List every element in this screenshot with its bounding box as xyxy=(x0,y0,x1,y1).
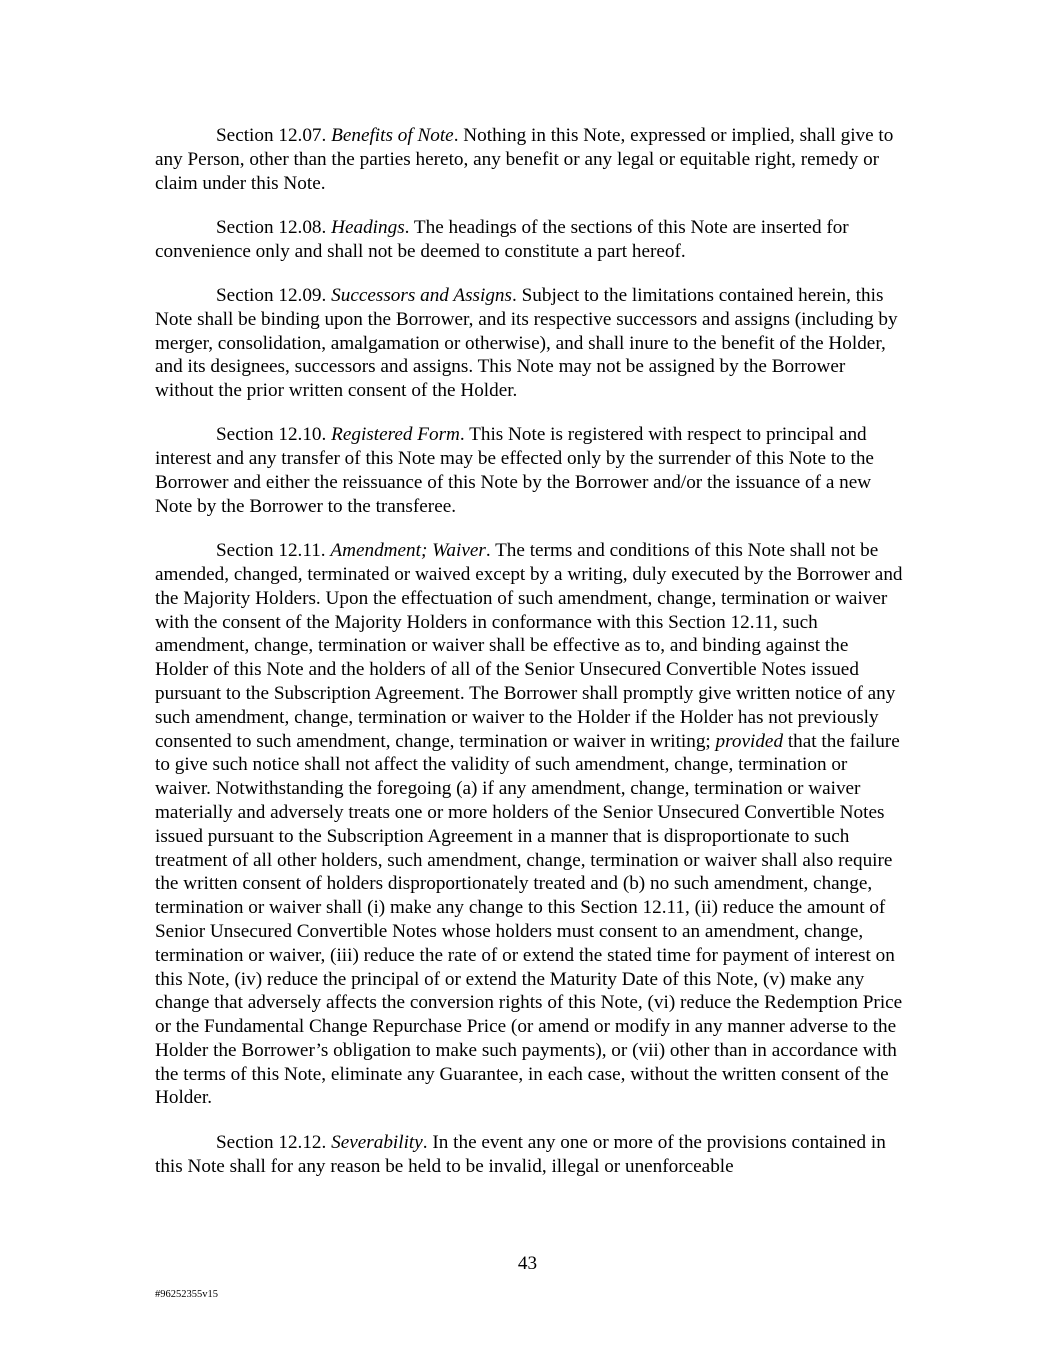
section-text: . The terms and conditions of this Note shall not be amended, changed, terminated or waived except by a writing, duly executed by the Borrower and the Majority Holders. Upon the effectuation of such amendment, change, termination or waiver with the consent of the Majority Holders in conformance with this Section 12.11, such amendment, change, termination or waiver shall be effective as to, and binding against the Holder of this Note and the holders of all of the Senior Unsecured Convertible Notes issued pursuant to the Subscription Agreement. The Borrower shall promptly give written notice of any such amendment, change, termination or waiver to the Holder if the Holder has not previously consented to such amendment, change, termination or waiver in writing; xyxy=(155,540,903,752)
section-number: Section 12.07. xyxy=(216,125,332,146)
section-12-08-paragraph xyxy=(155,216,903,264)
section-heading: Headings xyxy=(331,216,405,238)
section-number: Section 12.11. xyxy=(216,540,331,562)
section-number: Section 12.09. xyxy=(216,284,332,306)
section-number: Section 12.10. xyxy=(216,424,332,446)
document-body xyxy=(155,124,903,1199)
section-text-continued: that the failure to give such notice shall not affect the validity of such amendment, change, termination or waiver. Notwithstanding the foregoing (a) if any amendment, change, termination or waiver materially and adversely treats one or more holders of the Senior Unsecured Convertible Notes issued pursuant to the Subscription Agreement in a manner that is disproportionate to such treatment of all other holders, such amendment, change, termination or waiver shall also require the written consent of holders disproportionately treated and (b) no such amendment, change, termination or waiver shall (i) make any change to this Section 12.11, (ii) reduce the amount of Senior Unsecured Convertible Notes whose holders must consent to an amendment, change, termination or waiver, (iii) reduce the rate of or extend the stated time for payment of interest on this Note, (iv) reduce the principal of or extend the Maturity Date of this Note, (v) make any change that adversely affects the conversion rights of this Note, (vi) reduce the Redemption Price or the Fundamental Change Repurchase Price (or amend or modify in any manner adverse to the Holder the Borrower’s obligation to make such payments), or (vii) other than in accordance with the terms of this Note, eliminate any Guarantee, in each case, without the written consent of the Holder. xyxy=(155,730,903,1109)
section-12-10-paragraph xyxy=(155,423,903,518)
section-heading: Registered Form xyxy=(331,424,460,446)
section-text: . In the event any one or more of the provisions contained in this Note shall for any reason be held to be invalid, illegal or unenforceable xyxy=(155,1131,886,1177)
page-number: 43 xyxy=(517,1253,538,1274)
section-number: Section 12.12. xyxy=(216,1131,332,1153)
section-12-11-paragraph xyxy=(155,539,903,1110)
section-12-09-paragraph xyxy=(155,284,903,403)
section-heading: Severability xyxy=(331,1131,423,1153)
section-heading: Successors and Assigns xyxy=(331,284,512,306)
section-text: . Subject to the limitations contained herein, this Note shall be binding upon the Borrower, and its respective successors and assigns (including by merger, consolidation, amalgamation or otherwise), and shall inure to the benefit of the Holder, and its designees, successors and assigns. This Note may not be assigned by the Borrower without the prior written consent of the Holder. xyxy=(155,284,898,402)
italic-term: provided xyxy=(715,730,784,752)
section-heading: Benefits of Note xyxy=(331,125,454,146)
section-12-07-paragraph xyxy=(155,124,903,195)
section-text: . This Note is registered with respect to principal and interest and any transfer of this Note may be effected only by the surrender of this Note to the Borrower and either the reissuance of this Note by the Borrower and/or the issuance of a new Note by the Borrower to the transferee. xyxy=(155,424,874,517)
section-number: Section 12.08. xyxy=(216,216,332,238)
section-text: . Nothing in this Note, expressed or implied, shall give to any Person, other than the parties hereto, any benefit or any legal or equitable right, remedy or claim under this Note. xyxy=(155,125,894,194)
section-text: . The headings of the sections of this Note are inserted for convenience only and shall not be deemed to constitute a part hereof. xyxy=(155,216,849,262)
section-12-12-paragraph xyxy=(155,1131,903,1179)
section-heading: Amendment; Waiver xyxy=(330,540,486,562)
document-id: #96252355v15 xyxy=(155,1289,218,1300)
